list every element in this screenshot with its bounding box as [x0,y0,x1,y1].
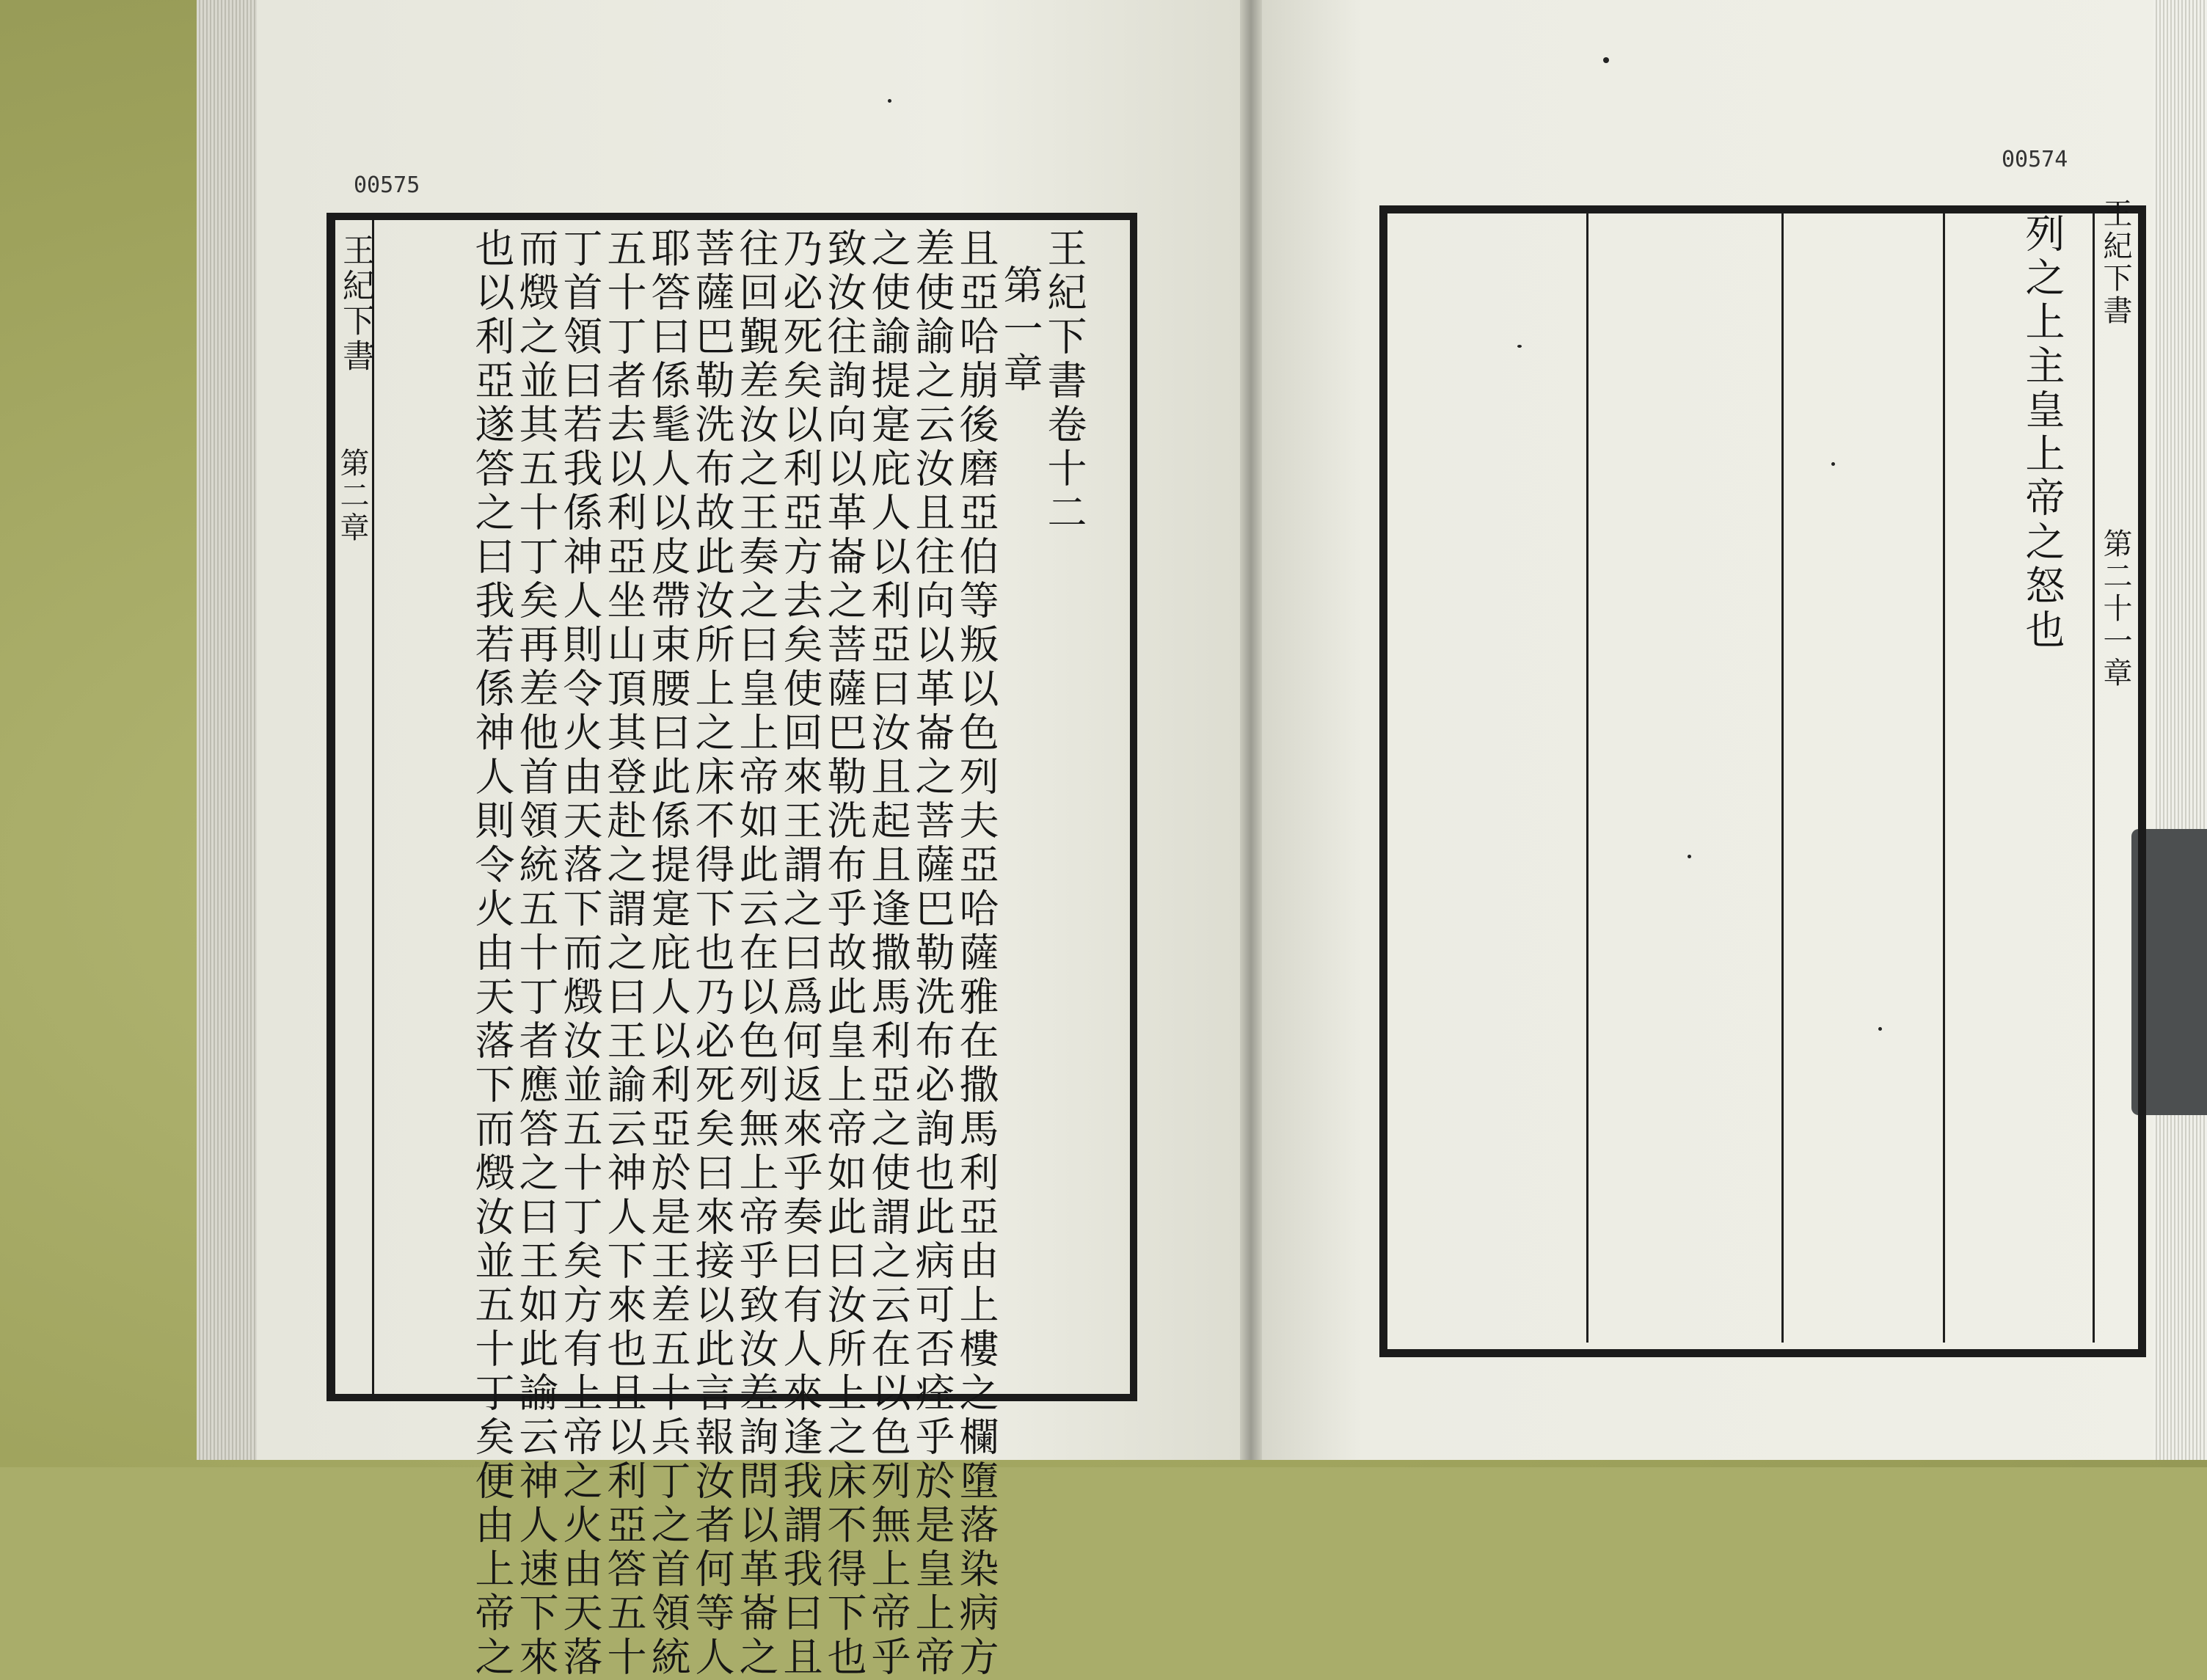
text-column-3: 且亞哈崩後磨亞伯等叛以色列夫亞哈薩雅在撒馬利亞由上樓之欄墮落染病方 [953,227,999,1680]
ink-speck [1517,345,1522,348]
text-column-14: 也以利亞遂答之曰我若係神人則令火由天落下而燬汝並五十丁矣便由上帝之 [469,227,515,1680]
ink-speck [888,99,891,103]
margin-book-title-right: 王紀下書 [2098,198,2132,327]
page-edges-left [197,0,263,1460]
ink-speck [1831,462,1835,466]
column-rule-3 [1943,213,1945,1343]
text-column-11: 五十丁者去以利亞坐山頂其登赴之謂之曰王諭云神人下來也且以利亞答五十 [601,227,647,1680]
text-column-1: 王紀下書卷十二 [1041,227,1087,536]
text-column-6: 致汝往詢向以革崙之菩薩巴勒洗布乎故此皇上帝如此曰汝所上之床不得下也 [821,227,867,1680]
text-column-13: 而燬之並其五十丁矣再差他首領統五十丁者應答之曰王如此諭云神人速下來 [513,227,559,1680]
text-column-12: 丁首領曰若我係神人則令火由天落下而燬汝並五十丁矣方有上帝之火由天落 [557,227,603,1680]
page-edges-right [2153,0,2207,1460]
page-number-left: 00575 [354,172,420,198]
ink-speck [1603,57,1609,63]
column-rule-1 [1586,213,1588,1343]
margin-book-title-left: 王紀下書 [337,233,374,374]
text-column-4: 差使諭之云汝且往向以革崙之菩薩巴勒洗布必詢也此病可否痊乎於是皇上帝 [909,227,955,1680]
column-rule-2 [1781,213,1784,1343]
text-column-7: 乃必死矣以利亞方去矣使回來王謂之曰爲何返來乎奏曰有人來逢我謂我曰且 [777,227,823,1680]
right-text-column-1: 列之上主皇上帝之怒也 [2019,213,2065,653]
text-column-5: 之使諭提寔庇人以利亞曰汝且起且逢撒馬利亞之使謂之云在以色列無上帝乎 [865,227,911,1680]
book-gutter [1240,0,1262,1460]
column-rule-4 [2093,213,2095,1343]
margin-chapter-right: 第二十一章 [2098,528,2132,690]
text-column-8: 往回覲差汝之王奏之曰皇上帝如此云在以色列無上帝乎致汝差詢問以革崙之 [733,227,779,1680]
text-column-2: 第一章 [997,264,1043,396]
ink-speck [1878,1027,1882,1031]
margin-chapter-left: 第二章 [335,448,369,544]
ink-speck [1688,855,1691,858]
page-number-right: 00574 [2002,147,2068,172]
text-column-9: 菩薩巴勒洗布故此汝所上之床不得下也乃必死矣曰來接以此言報汝者何等人 [689,227,735,1680]
text-column-10: 耶答曰係髦人以皮帶束腰曰此係提寔庇人以利亞於是王差五十兵丁之首領統 [645,227,691,1680]
